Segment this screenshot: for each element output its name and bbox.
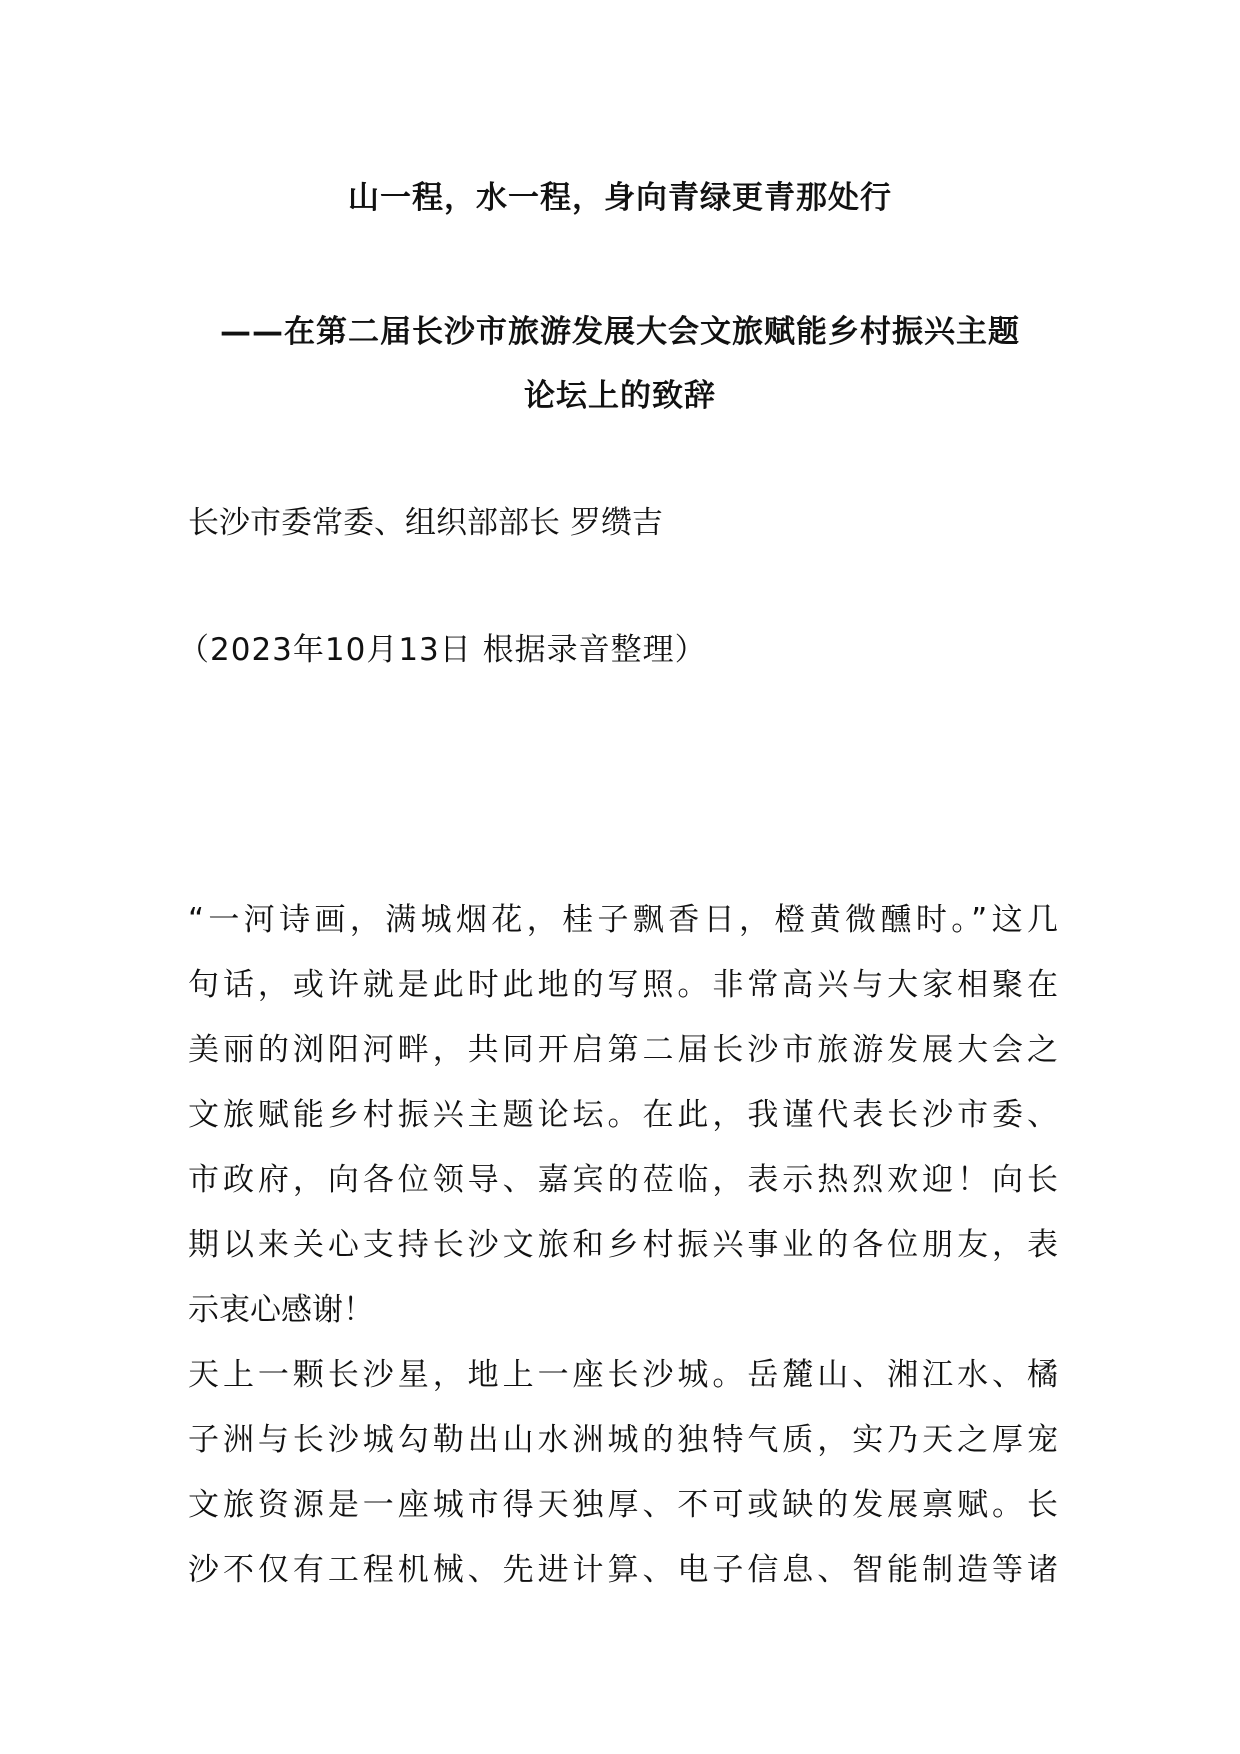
body-text bbox=[188, 888, 1058, 1603]
body-line: 子洲与长沙城勾勒出山水洲城的独特气质，实乃天之厚宠 bbox=[188, 1422, 1058, 1458]
body-line: 美丽的浏阳河畔，共同开启第二届长沙市旅游发展大会之 bbox=[188, 1032, 1058, 1068]
body-line: “一河诗画，满城烟花，桂子飘香日，橙黄微醺时。”这几 bbox=[188, 902, 1058, 938]
document-title: 山一程，水一程，身向青绿更青那处行 bbox=[348, 180, 892, 216]
document-subtitle bbox=[190, 300, 1050, 428]
body-line: 句话，或许就是此时此地的写照。非常高兴与大家相聚在 bbox=[188, 967, 1058, 1003]
subtitle-line: 论坛上的致辞 bbox=[524, 378, 716, 414]
body-line: 天上一颗长沙星，地上一座长沙城。岳麓山、湘江水、橘 bbox=[188, 1357, 1058, 1393]
body-line: 市政府，向各位领导、嘉宾的莅临，表示热烈欢迎！向长 bbox=[188, 1162, 1058, 1198]
body-line: 文旅赋能乡村振兴主题论坛。在此，我谨代表长沙市委、 bbox=[188, 1097, 1058, 1133]
subtitle-line: ——在第二届长沙市旅游发展大会文旅赋能乡村振兴主题 bbox=[220, 314, 1020, 350]
body-line: 文旅资源是一座城市得天独厚、不可或缺的发展禀赋。长 bbox=[188, 1487, 1058, 1523]
author-line: 长沙市委常委、组织部部长 罗缵吉 bbox=[188, 505, 663, 541]
body-line: 期以来关心支持长沙文旅和乡村振兴事业的各位朋友，表 bbox=[188, 1227, 1058, 1263]
date-note: （2023年10月13日 根据录音整理） bbox=[178, 632, 707, 668]
body-line: 示衷心感谢！ bbox=[188, 1292, 374, 1328]
body-line: 沙不仅有工程机械、先进计算、电子信息、智能制造等诸 bbox=[188, 1552, 1058, 1588]
